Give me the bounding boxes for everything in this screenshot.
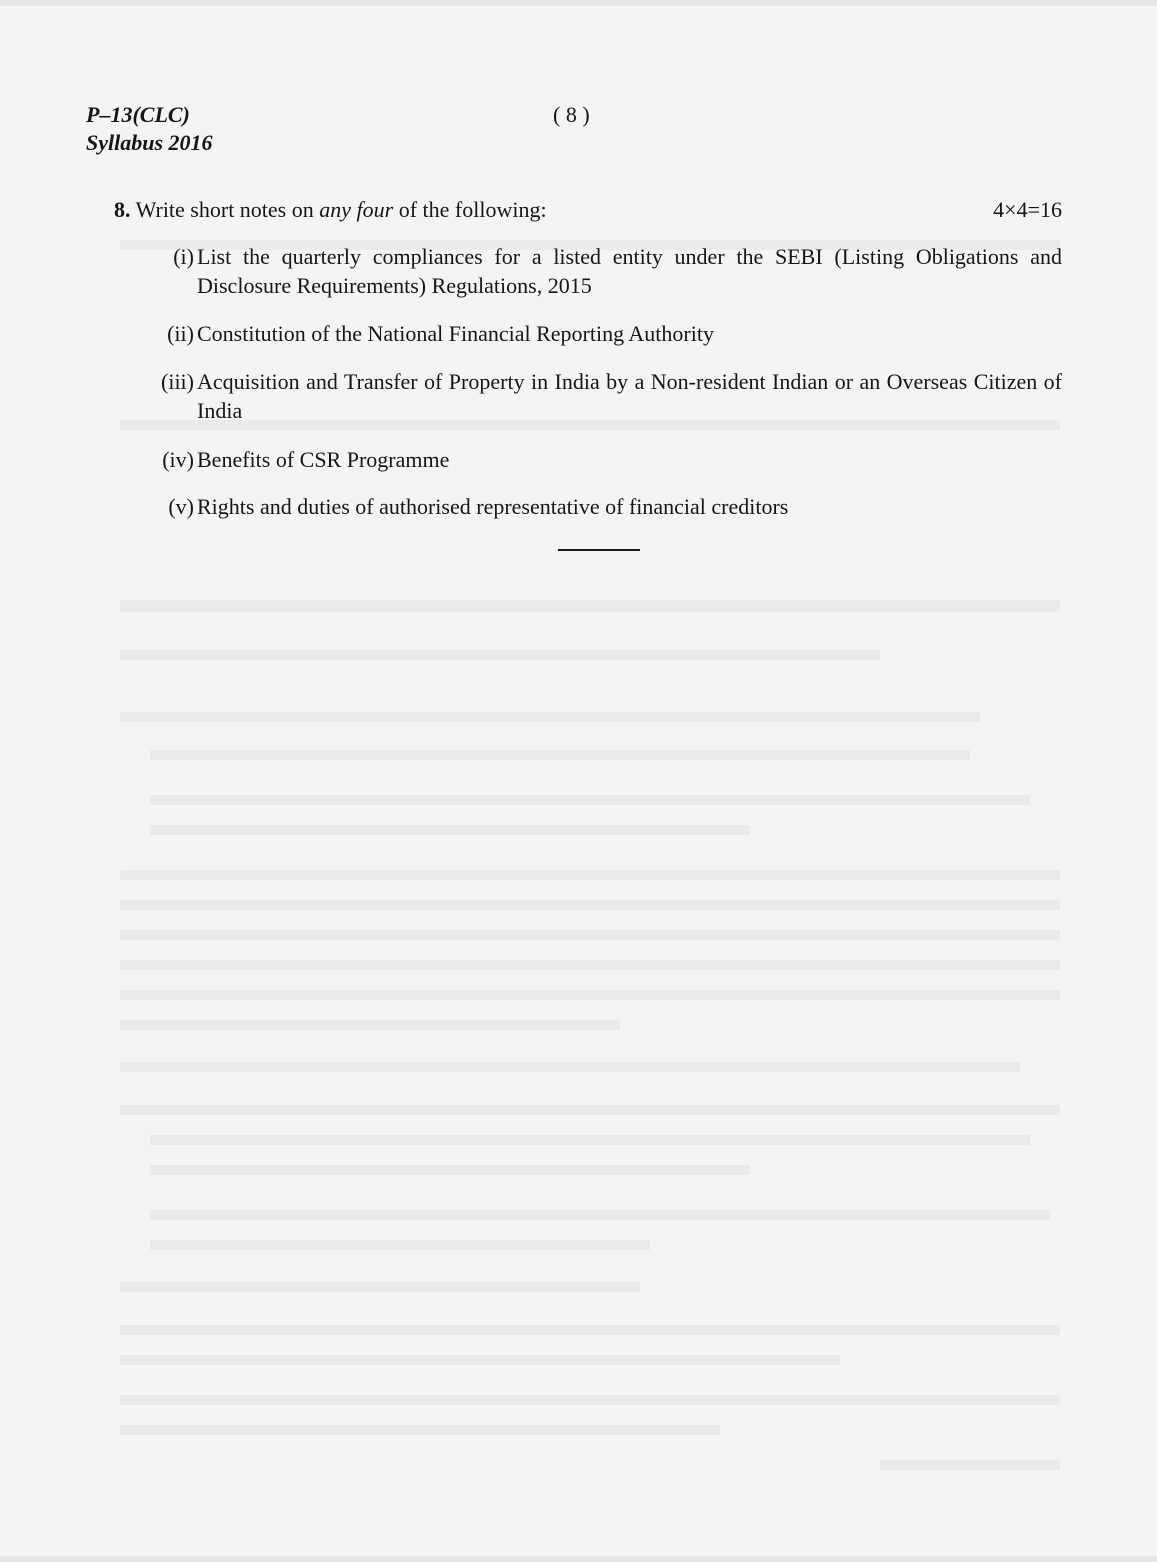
syllabus-label: Syllabus 2016 [86,130,213,155]
item-text: List the quarterly compliances for a listed entity under the SEBI (Listing Obligations and Disclosure Requirements) Regulations, 2015 [197,244,1062,298]
item-numeral: (iii) [161,369,194,394]
question-heading [114,196,1062,224]
paper-code: P–13(CLC) [86,102,190,127]
item-text: Rights and duties of authorised representative of financial creditors [197,494,789,519]
question-intro-before: Write short notes on [135,197,320,222]
item-text: Acquisition and Transfer of Property in India by a Non-resident Indian or an Overseas Citizen of India [197,369,1062,423]
paper-header [86,101,213,157]
item-numeral: (v) [168,494,194,519]
question-number: 8. [114,197,131,222]
item-numeral: (ii) [167,321,194,346]
item-text: Constitution of the National Financial Reporting Authority [197,321,714,346]
end-divider [558,549,640,551]
item-numeral: (iv) [162,447,194,472]
item-text: Benefits of CSR Programme [197,447,450,472]
question-intro-after: of the following: [393,197,547,222]
question-marks: 4×4=16 [993,197,1062,222]
question-intro-emphasis: any four [319,197,394,222]
item-numeral: (i) [173,244,194,269]
page-number: ( 8 ) [553,102,590,127]
